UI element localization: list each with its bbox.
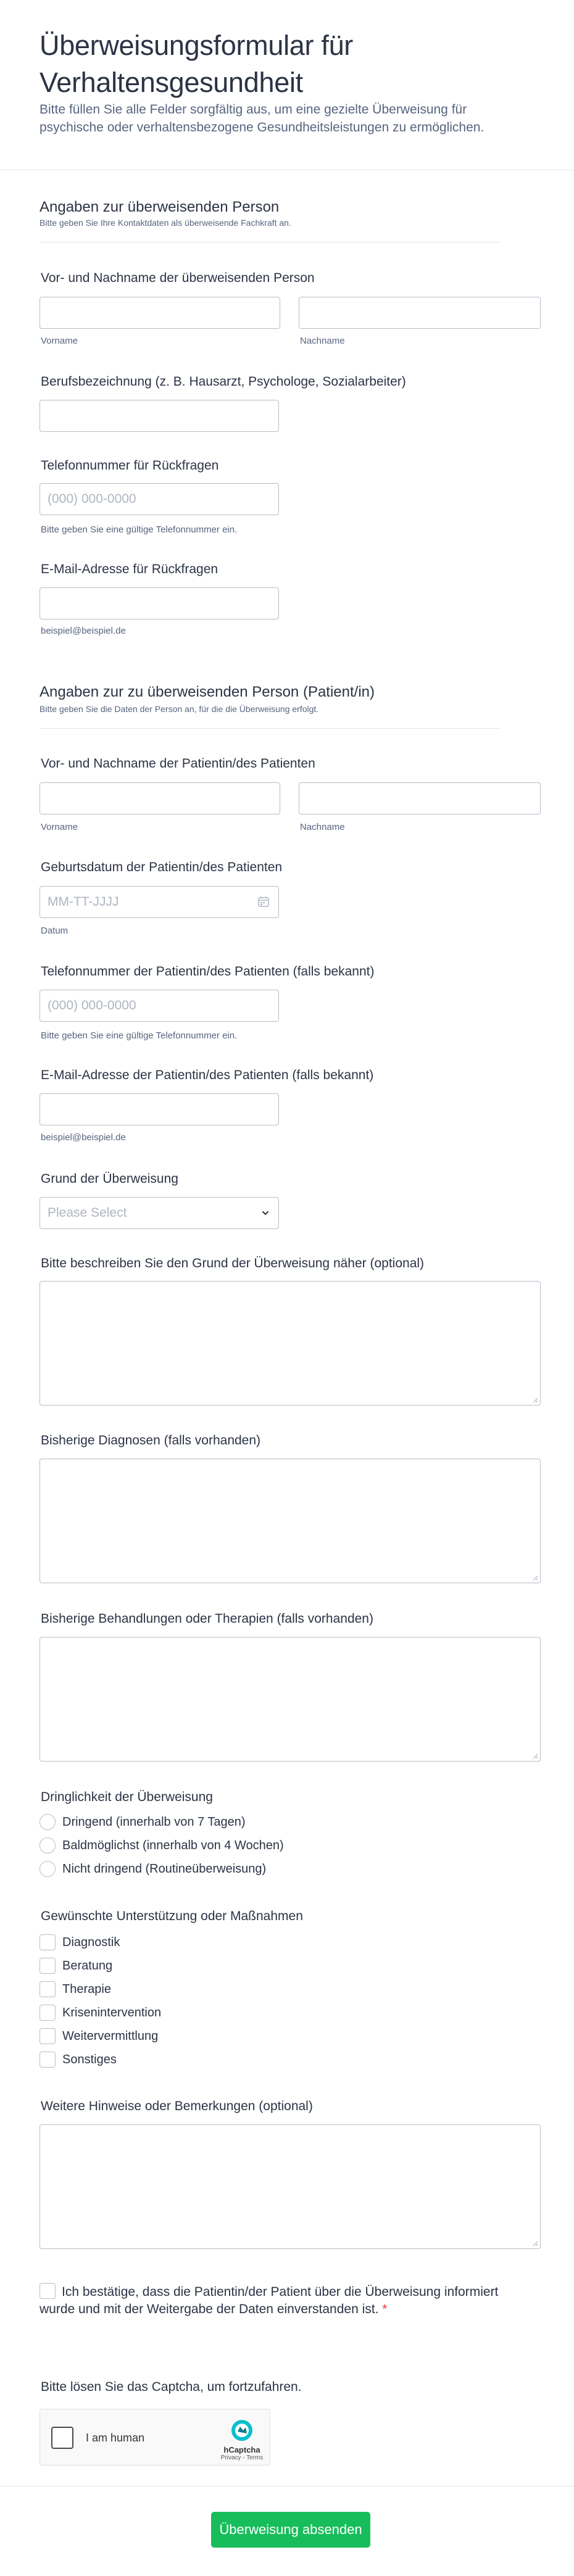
patient-dob-sublabel: Datum — [41, 926, 69, 936]
referrer-first-name-input[interactable] — [40, 297, 280, 329]
referrer-last-name-input[interactable] — [299, 297, 541, 329]
referrer-first-name-sublabel: Vorname — [41, 336, 78, 346]
referrer-profession-input[interactable] — [40, 400, 279, 432]
checkbox[interactable] — [40, 1934, 56, 1950]
patient-last-name-sublabel: Nachname — [300, 822, 345, 832]
referrer-email-label: E-Mail-Adresse für Rückfragen — [41, 562, 218, 576]
notes-textarea[interactable] — [40, 2124, 541, 2249]
support-option[interactable] — [40, 2052, 117, 2068]
captcha-brand: hCaptcha — [223, 2445, 260, 2454]
patient-first-name-sublabel: Vorname — [41, 822, 78, 832]
captcha-label: Bitte lösen Sie das Captcha, um fortzufahren. — [41, 2380, 302, 2394]
patient-email-input[interactable] — [40, 1093, 279, 1125]
resize-handle-icon[interactable] — [532, 1753, 538, 1759]
patient-name-label: Vor- und Nachname der Patientin/des Patienten — [41, 756, 315, 771]
patient-section-divider — [40, 728, 500, 729]
reason-label: Grund der Überweisung — [41, 1172, 178, 1186]
referrer-profession-label: Berufsbezeichnung (z. B. Hausarzt, Psychologe, Sozialarbeiter) — [41, 375, 406, 389]
patient-phone-sublabel: Bitte geben Sie eine gültige Telefonnummer ein. — [41, 1030, 238, 1041]
reason-select[interactable] — [40, 1197, 279, 1229]
resize-handle-icon[interactable] — [532, 2240, 538, 2247]
diagnoses-label: Bisherige Diagnosen (falls vorhanden) — [41, 1433, 261, 1447]
checkbox[interactable] — [40, 2052, 56, 2068]
referrer-section-title: Angaben zur überweisenden Person — [40, 199, 280, 215]
urgency-option[interactable] — [40, 1861, 266, 1877]
patient-first-name-input[interactable] — [40, 782, 280, 814]
required-mark: * — [382, 2302, 388, 2316]
referrer-section-subtitle: Bitte geben Sie Ihre Kontaktdaten als überweisende Fachkraft an. — [40, 218, 291, 228]
captcha-widget — [40, 2409, 270, 2466]
support-option-label: Sonstiges — [62, 2053, 117, 2066]
consent-field — [40, 2283, 509, 2318]
patient-section-subtitle: Bitte geben Sie die Daten der Person an, für die die Überweisung erfolgt. — [40, 704, 319, 714]
patient-dob-input[interactable] — [40, 886, 279, 918]
consent-checkbox[interactable] — [40, 2283, 56, 2299]
support-option-label: Krisenintervention — [62, 2006, 162, 2019]
hcaptcha-icon — [230, 2418, 254, 2443]
referrer-phone-sublabel: Bitte geben Sie eine gültige Telefonnummer ein. — [41, 524, 238, 535]
diagnoses-textarea[interactable] — [40, 1459, 541, 1583]
resize-handle-icon[interactable] — [532, 1397, 538, 1403]
checkbox[interactable] — [40, 2005, 56, 2021]
footer-divider — [0, 2486, 574, 2487]
referrer-name-label: Vor- und Nachname der überweisenden Person — [41, 271, 315, 285]
captcha-text: I am human — [86, 2432, 145, 2444]
notes-label: Weitere Hinweise oder Bemerkungen (optional) — [41, 2099, 313, 2113]
radio-button[interactable] — [40, 1814, 56, 1830]
support-option[interactable] — [40, 2005, 161, 2021]
patient-phone-placeholder: (000) 000-0000 — [48, 998, 136, 1013]
support-option-label: Beratung — [62, 1959, 113, 1973]
checkbox[interactable] — [40, 2028, 56, 2044]
support-label: Gewünschte Unterstützung oder Maßnahmen — [41, 1909, 303, 1923]
form-title: Überweisungsformular für Verhaltensgesundheit — [40, 30, 353, 98]
chevron-down-icon — [261, 1209, 270, 1217]
support-option-label: Diagnostik — [62, 1936, 120, 1949]
patient-section-title: Angaben zur zu überweisenden Person (Patient/in) — [40, 684, 375, 700]
radio-button[interactable] — [40, 1861, 56, 1877]
referrer-email-input[interactable] — [40, 587, 279, 619]
urgency-option[interactable] — [40, 1814, 246, 1830]
urgency-option-label: Baldmöglichst (innerhalb von 4 Wochen) — [62, 1839, 284, 1852]
reason-detail-label: Bitte beschreiben Sie den Grund der Überweisung näher (optional) — [41, 1256, 425, 1270]
patient-last-name-input[interactable] — [299, 782, 541, 814]
support-option-label: Weitervermittlung — [62, 2029, 159, 2043]
checkbox[interactable] — [40, 1958, 56, 1974]
checkbox[interactable] — [40, 1981, 56, 1997]
urgency-option[interactable] — [40, 1837, 284, 1853]
calendar-icon[interactable] — [257, 895, 270, 908]
patient-email-sublabel: beispiel@beispiel.de — [41, 1132, 126, 1143]
patient-phone-input[interactable] — [40, 990, 279, 1022]
referrer-email-sublabel: beispiel@beispiel.de — [41, 626, 126, 636]
urgency-option-label: Nicht dringend (Routineüberweisung) — [62, 1862, 267, 1876]
patient-email-label: E-Mail-Adresse der Patientin/des Patienten (falls bekannt) — [41, 1068, 374, 1082]
captcha-links[interactable]: Privacy - Terms — [220, 2454, 264, 2461]
referrer-phone-placeholder: (000) 000-0000 — [48, 492, 136, 506]
reason-detail-textarea[interactable] — [40, 1281, 541, 1406]
support-option[interactable] — [40, 2028, 158, 2044]
radio-button[interactable] — [40, 1837, 56, 1853]
patient-dob-label: Geburtsdatum der Patientin/des Patienten — [41, 860, 283, 874]
patient-phone-label: Telefonnummer der Patientin/des Patienten (falls bekannt) — [41, 964, 375, 979]
treatments-label: Bisherige Behandlungen oder Therapien (falls vorhanden) — [41, 1612, 373, 1626]
consent-text: Ich bestätige, dass die Patientin/der Patient über die Überweisung informiert wurde und mit der Weitergabe der Daten einverstanden ist. — [40, 2285, 499, 2316]
support-option[interactable] — [40, 1981, 111, 1997]
treatments-textarea[interactable] — [40, 1637, 541, 1762]
support-option[interactable] — [40, 1934, 120, 1950]
referrer-phone-input[interactable] — [40, 483, 279, 515]
hcaptcha-logo — [220, 2418, 264, 2461]
support-option-label: Therapie — [62, 1982, 111, 1996]
urgency-option-label: Dringend (innerhalb von 7 Tagen) — [62, 1815, 246, 1829]
referrer-last-name-sublabel: Nachname — [300, 336, 345, 346]
urgency-label: Dringlichkeit der Überweisung — [41, 1790, 213, 1804]
patient-dob-placeholder: MM-TT-JJJJ — [48, 895, 119, 909]
referrer-phone-label: Telefonnummer für Rückfragen — [41, 458, 219, 473]
form-subtitle: Bitte füllen Sie alle Felder sorgfältig aus, um eine gezielte Überweisung für psychische oder verhaltensbezogene Gesundheitsleistungen zu ermöglichen. — [40, 102, 485, 135]
resize-handle-icon[interactable] — [532, 1575, 538, 1581]
submit-button[interactable]: Überweisung absenden — [211, 2512, 370, 2548]
support-option[interactable] — [40, 1958, 112, 1974]
reason-select-placeholder: Please Select — [48, 1206, 127, 1220]
captcha-checkbox[interactable] — [51, 2427, 73, 2449]
